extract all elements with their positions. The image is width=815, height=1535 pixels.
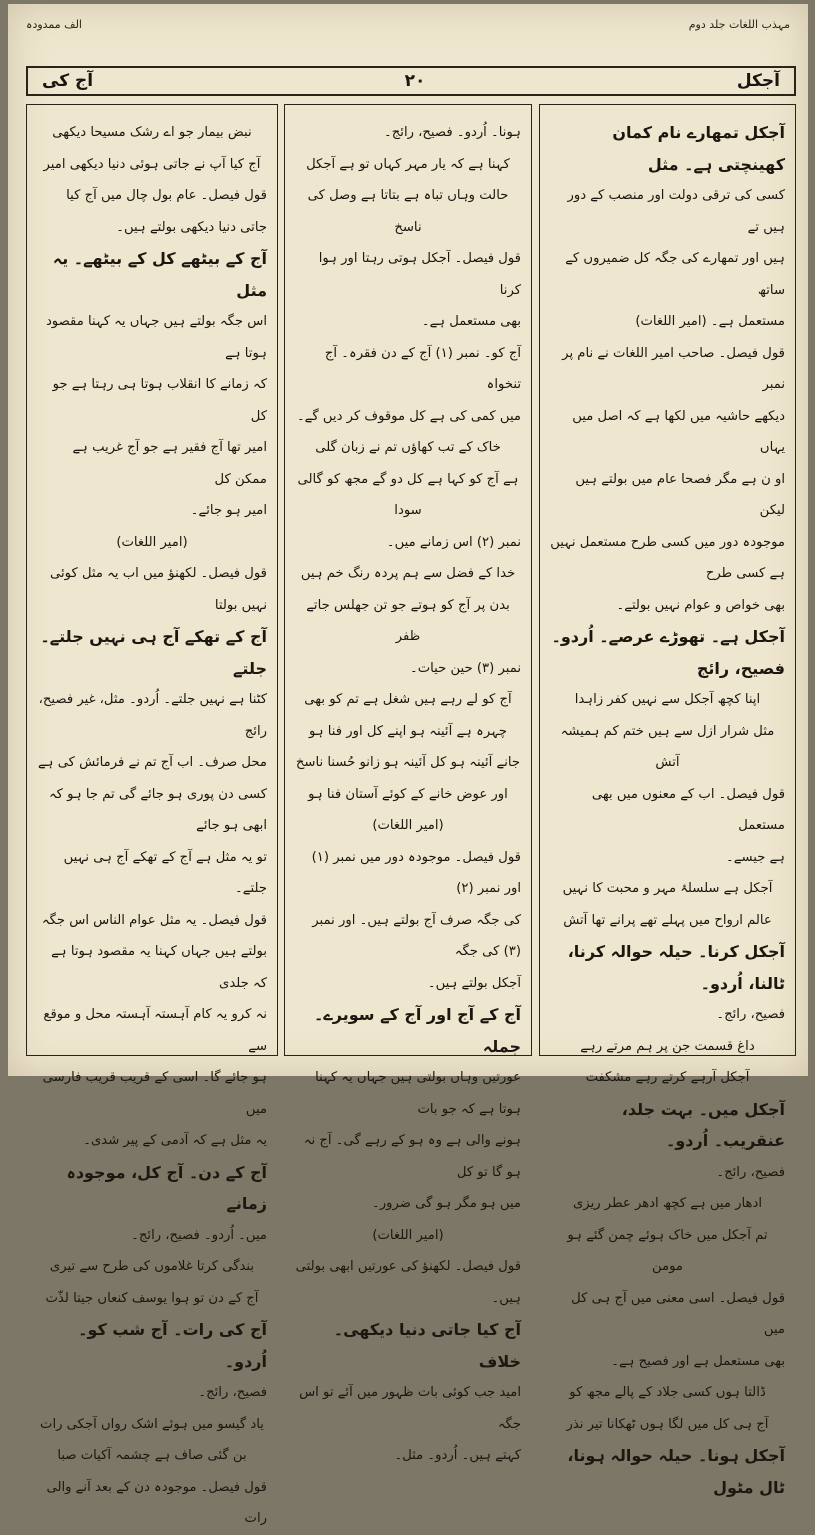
entry-headword-line: آج کے بیٹھے کل کے بیٹھے۔ یہ مثل [52,249,267,300]
text-line: قول فیصل۔ موجودہ دور میں نمبر (۱) اور نمبر (۲) [311,849,521,896]
text-line: قول فیصل۔ اسی معنی میں آج ہی کل میں [571,1290,785,1337]
text-line: قول فیصل۔ لکھنؤ کی عورتیں ابھی بولتی ہیں۔ [295,1259,521,1306]
verse-line: نبض بیمار جو اے رشک مسیحا دیکھی [52,125,252,140]
verse-line: ہے آج کو کہا ہے کل دو گے مجھ کو گالی سودا [297,471,519,518]
text-line: اس جگہ بولتے ہیں جہاں یہ کہنا مقصود ہوتا ہے [45,314,267,361]
entry-headword-line: آجکل کرنا۔ حیلہ حوالہ کرنا، ٹالنا، اُردو۔ [567,942,785,993]
column-right [539,104,796,1497]
verse-line: خدا کے فضل سے ہم پردہ رنگ خم ہیں [300,566,516,581]
verse-line: ادھار میں ہے کچھ ادھر عطر ریزی [572,1196,763,1211]
text-line: کی جگہ صرف آج بولتے ہیں۔ اور نمبر (۳) کی جگہ [312,912,521,959]
text-line: ہیں اور تمھارے کی جگہ کل ضمیروں کے ساتھ [565,251,785,298]
entry-headword-line: آجکل میں۔ بہت جلد، عنقریب۔ اُردو۔ [621,1099,785,1150]
source-citation: (امیر اللغات) [116,534,188,550]
verse-line: خاک کے تب کھاؤں تم نے زبان گلی [315,440,501,455]
verse-line: کہنا ہے کہ یار مہر کہاں تو ہے آجکل [306,156,510,172]
text-line: موجودہ دور میں کسی طرح مستعمل نہیں ہے کسی طرح [550,534,785,581]
text-line: امید جب کوئی بات ظہور میں آئے تو اس جگہ [299,1385,521,1432]
verse-line: عالم ارواح میں پہلے تھے پرانے تھا آتش [563,912,772,928]
text-line: قول فیصل۔ موجودہ دن کے بعد آنے والی رات [46,1479,267,1526]
verse-line: ڈالتا ہوں کسی جلاد کے پالے مجھ کو [569,1385,766,1400]
verse-line: حالت وہاں تباہ ہے بتاتا ہے وصل کی ناسخ [307,188,509,235]
page-number: ۲۰ [404,71,426,91]
page-header-box [26,66,796,96]
text-line: جاتی دنیا دیکھی بولتے ہیں۔ [116,219,267,235]
text-line: امیر ہو جائے۔ [190,503,267,518]
verse-line: اپنا کچھ آجکل سے نہیں کفر زاہدا [574,692,761,707]
text-line: بھی خواص و عوام نہیں بولتے۔ [616,597,785,613]
text-line: میں ہو مگر ہو گی ضرور۔ [372,1196,521,1211]
text-line: قول فیصل۔ اب کے معنوں میں بھی مستعمل [591,786,785,833]
verse-line: آجکل آرہے کرتے رہے مشکفت [585,1070,750,1085]
entry-headword-line: آجکل تمھارے نام کمان کھینچتی ہے۔ مثل [612,123,785,174]
entry-headword-line: آج کی رات۔ آج شب کو۔ اُردو۔ [78,1320,267,1371]
text-line: ہے جیسے۔ [726,849,785,865]
entry-headword-line: آجکل ہے۔ تھوڑے عرصے۔ اُردو۔ فصیح، رائج [551,627,785,678]
verse-line: آجکل ہے سلسلۂ مہر و محبت کا نہیں [562,881,773,896]
entry-headword-line: آج کے دن۔ آج کل، موجودہ زمانے [66,1162,267,1213]
verse-line: یاد گیسو میں ہوئے اشک رواں آجکی رات [40,1416,264,1432]
text-line: ہو جائے گا۔ اسی کے قریب قریب فارسی میں [42,1070,267,1117]
verse-line: مثل شرار ازل سے ہیں ختم کم ہمیشہ آتش [560,723,775,770]
text-line: امیر تھا آج فقیر ہے جو آج غریب ہے ممکن کل [72,440,267,487]
text-line: نمبر (۲) اس زمانے میں۔ [386,534,521,550]
text-line: کسی کی ترقی دولت اور منصب کے دور ہیں تے [567,188,785,235]
text-line: فصیح، رائج۔ [198,1385,267,1400]
text-line: فصیح، رائج۔ [716,1164,785,1180]
source-citation: (امیر اللغات) [372,818,444,833]
section-label: الف ممدودہ [26,18,82,31]
running-head [8,4,808,66]
verse-line: چہرہ ہے آئینہ ہو اپنے کل اور فنا ہو [309,723,507,739]
verse-line: بندگی کرتا غلاموں کی طرح سے تیری [49,1259,255,1274]
text-line: محل صرف۔ اب آج تم نے فرمائش کی ہے [38,755,267,770]
text-line: قول فیصل۔ لکھنؤ میں اب یہ مثل کوئی نہیں بولتا [50,566,267,613]
verse-line: تم آجکل میں خاک ہوئے چمن گئے ہو مومن [567,1227,768,1274]
book-title: مہذب اللغات جلد دوم [688,18,790,31]
text-line: نہ کرو یہ کام آہستہ آہستہ محل و موقع سے [43,1007,267,1054]
dictionary-page [8,4,808,1526]
verse-line: بدن پر آج کو ہوتے جو تن جھلس جاتے ظفر [306,597,510,644]
text-line: کسی دن پوری ہو جائے گی تم جا ہو کہ ابھی ہو جائے [48,786,267,833]
entry-headword-line: آج کیا جاتی دنیا دیکھی۔ خلاف [333,1320,521,1371]
verse-line: آج کے دن تو ہوا یوسف کنعاں جیتا لذّت [45,1290,259,1306]
verse-line: آج کو لے رہے ہیں شغل ہے تم کو بھی [304,692,512,707]
text-line: عورتیں وہاں بولتی ہیں جہاں یہ کہنا ہوتا ہے کہ جو بات [315,1070,521,1117]
text-line: تو یہ مثل ہے آج کے تھکے آج ہی نہیں جلتے۔ [63,849,267,896]
text-line: میں۔ اُردو۔ فصیح، رائج۔ [131,1227,267,1243]
text-line: میں کمی کی ہے کل موقوف کر دیں گے۔ [296,408,521,424]
text-line: دیکھے حاشیہ میں لکھا ہے کہ اصل میں یہاں [572,408,785,455]
text-line: بھی مستعمل ہے۔ [421,314,521,329]
text-line: کٹنا ہے نہیں جلتے۔ اُردو۔ مثل، غیر فصیح، رائج [38,692,267,739]
text-line: کہتے ہیں۔ اُردو۔ مثل۔ [394,1448,521,1463]
text-line: ہونا۔ اُردو۔ فصیح، رائج۔ [384,125,521,140]
text-line: قول فیصل۔ آجکل ہوتی رہتا اور ہوا کرنا [318,251,521,298]
text-line: کہ زمانے کا انقلاب ہوتا ہی رہتا ہے جو کل [52,377,267,424]
text-line: قول فیصل۔ یہ مثل عوام الناس اس جگہ [41,912,267,928]
text-line: آج کو۔ نمبر (۱) آج کے دن فقرہ۔ آج تنخواہ [324,345,521,392]
text-line: آجکل بولتے ہیں۔ [427,975,521,991]
verse-line: آج ہی کل میں لگا ہوں ٹھکانا تیر نذر [566,1416,769,1432]
entry-headword-line: آجکل ہونا۔ حیلہ حوالہ ہونا، ٹال مٹول [567,1446,785,1497]
text-line: او ن ہے مگر فصحا عام میں بولتے ہیں لیکن [575,471,785,518]
header-first-headword: آجکل [736,71,780,91]
text-line: قول فیصل۔ عام بول چال میں آج کیا [66,188,267,203]
column-left [26,104,278,1526]
text-line: مستعمل ہے۔ (امیر اللغات) [635,314,785,329]
verse-line: آج کیا آپ نے جاتی ہوئی دنیا دیکھی امیر [43,156,261,172]
text-line: ہونے والی ہے وہ ہو کے رہے گی۔ آج نہ ہو گا تو کل [303,1133,521,1180]
verse-line: بن گئی صاف ہے چشمہ آکیات صبا [57,1448,247,1463]
entry-headword-line: آج کے آج اور آج کے سویرے۔ جملہ [314,1005,521,1056]
verse-line: جانے آئینہ ہو کل آئینہ ہو زانو حُسنا ناسخ [295,755,521,770]
text-line: یہ مثل ہے کہ آدمی کے پیر شدی۔ [83,1133,267,1148]
verse-line: داغ قسمت جن پر ہم مرتے رہے [580,1038,755,1054]
text-line: قول فیصل۔ صاحب امیر اللغات نے نام پر نمبر [562,345,785,392]
text-line: نمبر (۳) حین حیات۔ [410,660,521,676]
text-line: بولتے ہیں جہاں کہنا یہ مقصود ہوتا ہے کہ جلدی [51,944,267,991]
column-middle [284,104,532,1463]
entry-headword-line: آج کے تھکے آج ہی نہیں جلتے۔ جلتے [40,627,267,678]
text-line: فصیح، رائج۔ [716,1007,785,1022]
verse-line: اور عوض خانے کے کوئے آستان فنا ہو [308,786,508,802]
text-line: بھی مستعمل ہے اور فصیح ہے۔ [611,1353,785,1369]
header-last-headword: آج کی [42,71,94,91]
source-citation: (امیر اللغات) [372,1227,444,1243]
